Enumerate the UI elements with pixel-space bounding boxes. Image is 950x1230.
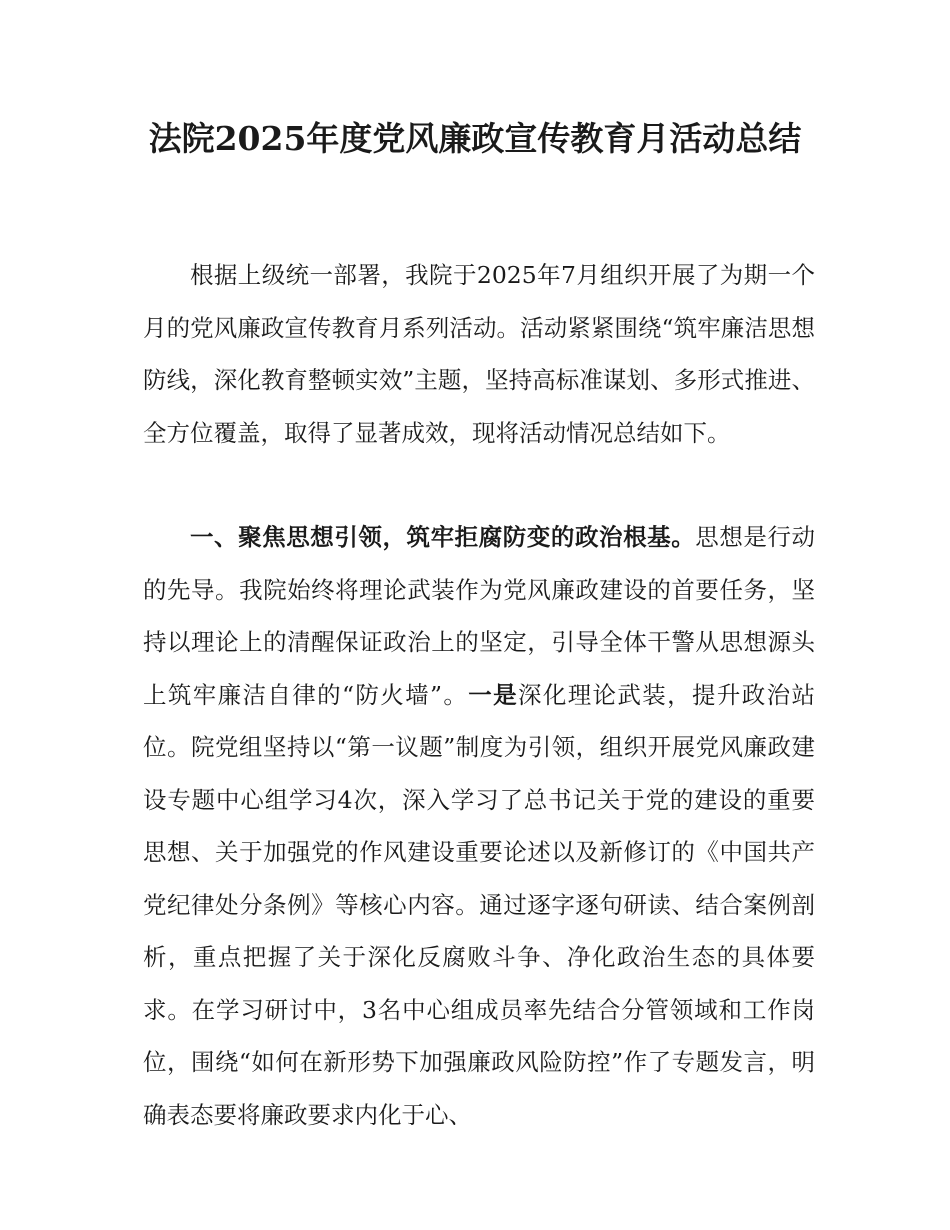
section-1-paragraph [143, 511, 815, 1141]
section-1-lead: 一是 [468, 680, 518, 709]
section-1-text-b: 深化理论武装，提升政治站位。院党组坚持以“第一议题”制度为引领，组织开展党风廉政建设专题中心组学习4次，深入学习了总书记关于党的建设的重要思想、关于加强党的作风建设重要论述以及新修订的《中国共产党纪律处分条例》等核心内容。通过逐字逐句研读、结合案例剖析，重点把握了关于深化反腐败斗争、净化政治生态的具体要求。在学习研讨中，3名中心组成员率先结合分管领域和工作岗位，围绕“如何在新形势下加强廉政风险防控”作了专题发言，明确表态要将廉政要求内化于心、 [143, 680, 816, 1129]
document-title: 法院2025年度党风廉政宣传教育月活动总结 [148, 119, 802, 158]
section-1-heading: 一、聚焦思想引领，筑牢拒腐防变的政治根基。 [190, 523, 696, 551]
section-1-text-a: 思想是行动的先导。我院始终将理论武装作为党风廉政建设的首要任务，坚持以理论上的清醒保证政治上的坚定，引导全体干警从思想源头上筑牢廉洁自律的“防火墙”。 [143, 523, 816, 709]
intro-paragraph: 根据上级统一部署，我院于2025年7月组织开展了为期一个月的党风廉政宣传教育月系列活动。活动紧紧围绕“筑牢廉洁思想防线，深化教育整顿实效”主题，坚持高标准谋划、多形式推进、全方位覆盖，取得了显著成效，现将活动情况总结如下。 [143, 261, 815, 447]
